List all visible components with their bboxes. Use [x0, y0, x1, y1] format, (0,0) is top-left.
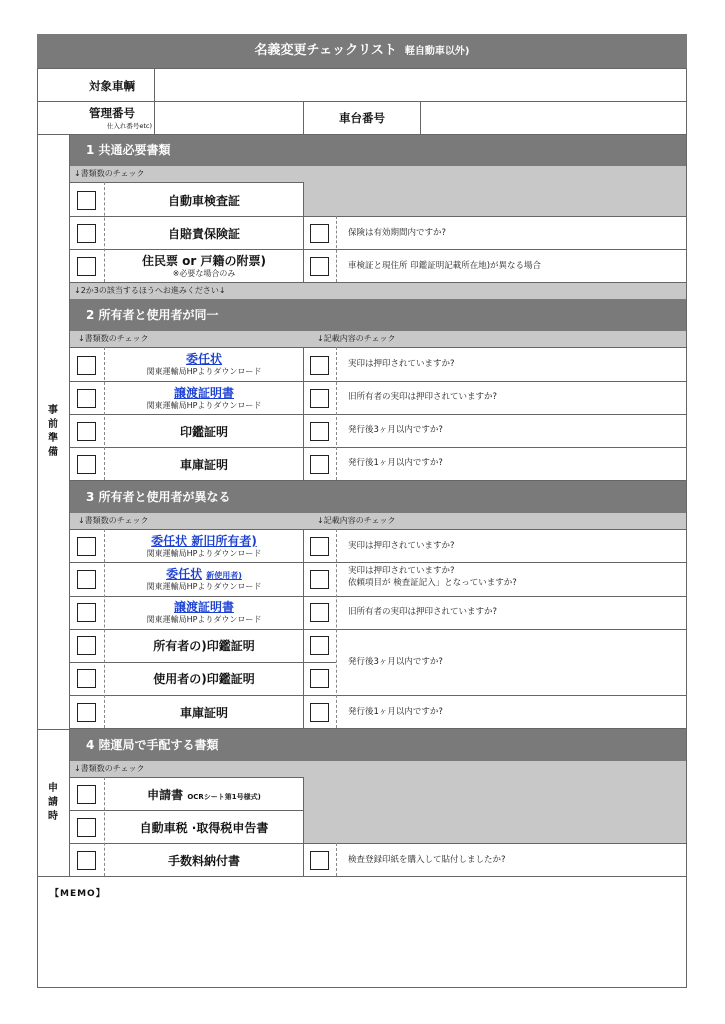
s2-q-check-inkan[interactable] [310, 422, 329, 441]
s2-doc-count-note: ↓書類数のチェック [78, 334, 149, 343]
s3-q-check-ininjo-old[interactable] [310, 537, 329, 556]
s2-check-inkan[interactable] [77, 422, 96, 441]
section-3-title: 3 所有者と使用者が異なる [70, 481, 686, 513]
s2-q-check-ininjo[interactable] [310, 356, 329, 375]
s3-q-ininjo-old: 実印は押印されていますか? [348, 541, 455, 551]
s2-q-inkan: 発行後3ヶ月以内ですか? [348, 425, 443, 435]
s2-q-check-shako[interactable] [310, 455, 329, 474]
s3-check-ininjo-new[interactable] [77, 570, 96, 589]
s2-joto-link[interactable]: 譲渡証明書 [173, 386, 234, 400]
vehicle-label: 対象車輌 [89, 79, 135, 93]
s3-q-shako: 発行後1ヶ月以内ですか? [348, 707, 443, 717]
memo-label: 【MEMO】 [50, 889, 106, 899]
s1-q-check-juminhyo[interactable] [310, 257, 329, 276]
s4-q-tesuryo: 検査登録印紙を購入して貼付しましたか? [348, 855, 506, 865]
section-4-title: 4 陸運局で手配する書類 [70, 729, 686, 761]
section-1-title: 1 共通必要書類 [70, 135, 686, 166]
memo-area[interactable] [38, 900, 686, 987]
s3-doc-inkan-user: 使用者の)印鑑証明 [153, 672, 255, 686]
s2-check-joto[interactable] [77, 389, 96, 408]
s1-q-jibaiseki: 保険は有効期間内ですか? [348, 228, 447, 238]
s3-doc-ininjo-old: 委任状 新旧所有者) 関東運輸局HPよりダウンロード [146, 534, 262, 558]
s3-content-note: ↓記載内容のチェック [317, 516, 396, 525]
s1-doc-jibaiseki: 自賠責保険証 [167, 227, 240, 241]
s3-q-check-ininjo-new[interactable] [310, 570, 329, 589]
s4-check-shinseisho[interactable] [77, 785, 96, 804]
s3-ininjo-old-link[interactable]: 委任状 新旧所有者) [151, 534, 257, 548]
s2-q-shako: 発行後1ヶ月以内ですか? [348, 458, 443, 468]
s3-doc-shako: 車庫証明 [179, 706, 228, 720]
s3-doc-joto: 譲渡証明書 関東運輸局HPよりダウンロード [146, 600, 262, 624]
s2-ininjo-link[interactable]: 委任状 [185, 352, 222, 366]
s3-check-joto[interactable] [77, 603, 96, 622]
s2-q-check-joto[interactable] [310, 389, 329, 408]
s1-check-jibaiseki[interactable] [77, 224, 96, 243]
side-label-apply: 申 請 時 [48, 783, 58, 822]
s2-content-note: ↓記載内容のチェック [317, 334, 396, 343]
s1-doc-shaken: 自動車検査証 [167, 194, 240, 208]
s3-check-ininjo-old[interactable] [77, 537, 96, 556]
s2-doc-joto: 譲渡証明書 関東運輸局HPよりダウンロード [146, 386, 262, 410]
chassis-label: 車台番号 [339, 111, 385, 125]
s2-doc-ininjo: 委任状 関東運輸局HPよりダウンロード [146, 352, 262, 376]
s1-doc-count-note: ↓書類数のチェック [70, 166, 686, 182]
s1-q-juminhyo: 車検証と現住所 印鑑証明記載所在地)が異なる場合 [348, 261, 542, 271]
s3-check-inkan-user[interactable] [77, 669, 96, 688]
mgmt-sub: 仕入れ番号etc) [106, 122, 152, 130]
s3-q-check-joto[interactable] [310, 603, 329, 622]
s3-check-shako[interactable] [77, 703, 96, 722]
vehicle-field[interactable] [155, 69, 686, 100]
chassis-field[interactable] [421, 102, 686, 133]
s2-doc-inkan: 印鑑証明 [179, 425, 228, 439]
s2-doc-shako: 車庫証明 [179, 458, 228, 472]
s1-check-juminhyo[interactable] [77, 257, 96, 276]
either-note: ↓2か3の該当するほうへお進みください↓ [70, 283, 686, 299]
section-2-title: 2 所有者と使用者が同一 [70, 299, 686, 331]
s4-doc-zei: 自動車税 ·取得税申告書 [139, 821, 269, 835]
s1-q-check-jibaiseki[interactable] [310, 224, 329, 243]
s2-q-ininjo: 実印は押印されていますか? [348, 359, 455, 369]
s3-q-check-shako[interactable] [310, 703, 329, 722]
mgmt-field[interactable] [155, 102, 302, 133]
mgmt-label: 管理番号 [89, 106, 135, 120]
s4-check-zei[interactable] [77, 818, 96, 837]
s3-check-inkan-owner[interactable] [77, 636, 96, 655]
s3-q-inkan: 発行後3ヶ月以内ですか? [348, 657, 443, 667]
s3-doc-inkan-owner: 所有者の)印鑑証明 [153, 639, 255, 653]
s3-q-check-inkan-user[interactable] [310, 669, 329, 688]
s4-check-tesuryo[interactable] [77, 851, 96, 870]
s3-doc-ininjo-new: 委任状 新使用者) 関東運輸局HPよりダウンロード [146, 567, 262, 591]
s4-doc-shinseisho: 申請書 OCRシート第1号様式) [147, 788, 261, 802]
s2-check-ininjo[interactable] [77, 356, 96, 375]
s3-doc-count-note: ↓書類数のチェック [78, 516, 149, 525]
s3-joto-link[interactable]: 譲渡証明書 [173, 600, 234, 614]
s3-q-joto: 旧所有者の実印は押印されていますか? [348, 607, 498, 617]
side-label-prep: 事 前 準 備 [48, 405, 58, 458]
s4-doc-tesuryo: 手数料納付書 [167, 854, 240, 868]
s4-q-check-tesuryo[interactable] [310, 851, 329, 870]
s3-q-check-inkan-owner[interactable] [310, 636, 329, 655]
s2-q-joto: 旧所有者の実印は押印されていますか? [348, 392, 498, 402]
s2-check-shako[interactable] [77, 455, 96, 474]
s1-doc-juminhyo: 住民票 or 戸籍の附票) ※必要な場合のみ [141, 254, 266, 278]
s3-ininjo-new-link[interactable]: 委任状 [166, 567, 203, 581]
page-title: 名義変更チェックリスト 軽自動車以外) [37, 34, 687, 68]
s4-doc-count-note: ↓書類数のチェック [70, 761, 686, 777]
s1-check-shaken[interactable] [77, 191, 96, 210]
s3-q-ininjo-new: 実印は押印されていますか? 依頼項目が 検査証記入」となっていますか? [348, 566, 517, 588]
